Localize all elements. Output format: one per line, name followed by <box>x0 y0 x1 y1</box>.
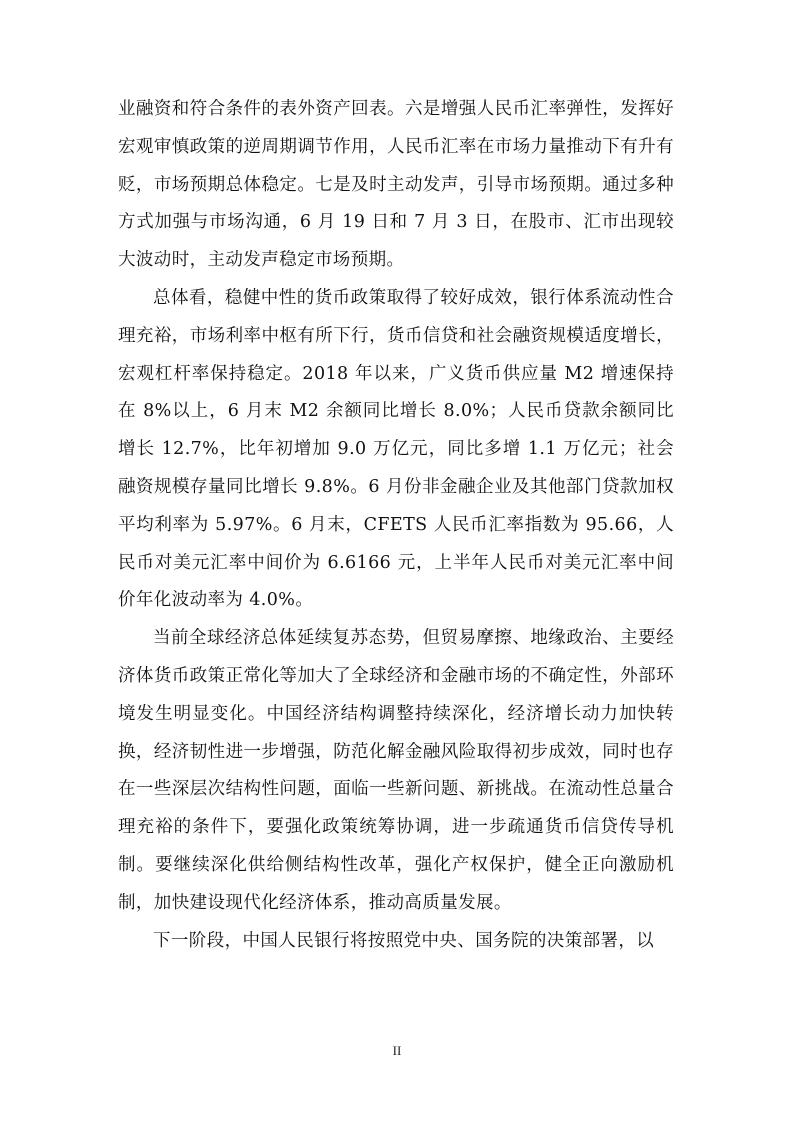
paragraph-continuation: 业融资和符合条件的表外资产回表。六是增强人民币汇率弹性，发挥好宏观审慎政策的逆周期调节作用，人民币汇率在市场力量推动下有升有贬，市场预期总体稳定。七是及时主动发声，引导市场预期。通过多种方式加强与市场沟通，6 月 19 日和 7 月 3 日，在股市、汇市出现较大波动时，主动发声稳定市场预期。 <box>118 99 674 271</box>
paragraph-policy-effects: 总体看，稳健中性的货币政策取得了较好成效，银行体系流动性合理充裕，市场利率中枢有所下行，货币信贷和社会融资规模适度增长，宏观杠杆率保持稳定。2018 年以来，广义货币供应量 M2 增速保持在 8%以上，6 月末 M2 余额同比增长 8.0%；人民币贷款余额同比增长 12.7%，比年初增加 9.0 万亿元，同比多增 1.1 万亿元；社会融资规模存量同比增长 9.8%。6 月份非金融企业及其他部门贷款加权平均利率为 5.97%。6 月末，CFETS 人民币汇率指数为 95.66，人民币对美元汇率中间价为 6.6166 元，上半年人民币对美元汇率中间价年化波动率为 4.0%。 <box>118 287 674 611</box>
page-number: II <box>392 1043 402 1058</box>
document-page <box>118 91 674 960</box>
paragraph-global-outlook: 当前全球经济总体延续复苏态势，但贸易摩擦、地缘政治、主要经济体货币政策正常化等加大了全球经济和金融市场的不确定性，外部环境发生明显变化。中国经济结构调整持续深化，经济增长动力加快转换，经济韧性进一步增强，防范化解金融风险取得初步成效，同时也存在一些深层次结构性问题，面临一些新问题、新挑战。在流动性总量合理充裕的条件下，要强化政策统筹协调，进一步疏通货币信贷传导机制。要继续深化供给侧结构性改革，强化产权保护，健全正向激励机制，加快建设现代化经济体系，推动高质量发展。 <box>118 628 674 913</box>
paragraph-next-stage: 下一阶段，中国人民银行将按照党中央、国务院的决策部署，以 <box>153 930 655 951</box>
